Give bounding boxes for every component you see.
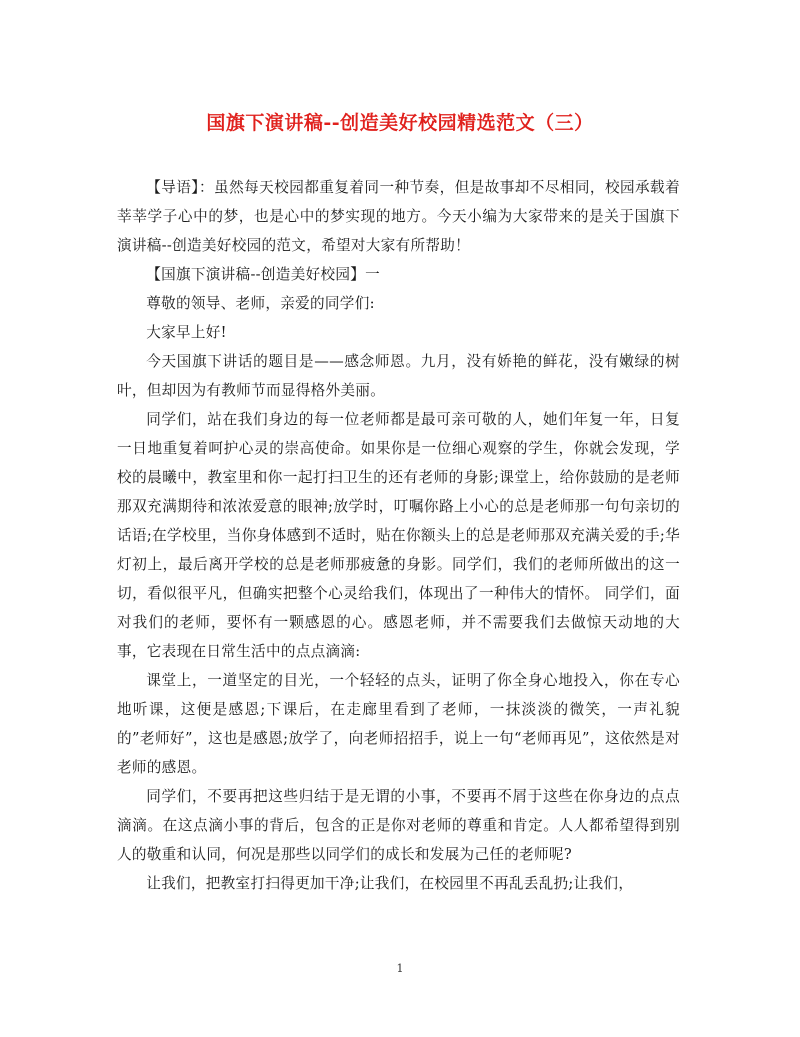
paragraph-section-heading: 【国旗下演讲稿--创造美好校园】一	[146, 266, 381, 283]
paragraph-topic: 今天国旗下讲话的题目是——感念师恩。九月，没有娇艳的鲜花，没有嫩绿的树叶，但却因为有教师节而显得格外美丽。	[117, 353, 680, 399]
paragraph-intro: 【导语】：虽然每天校园都重复着同一种节奏，但是故事却不尽相同，校园承载着莘莘学子心中的梦，也是心中的梦实现的地方。今天小编为大家带来的是关于国旗下演讲稿--创造美好校园的范文，希望对大家有所帮助！	[117, 179, 680, 254]
page-number: 1	[396, 962, 404, 975]
paragraph-small-things: 同学们，不要再把这些归结于是无谓的小事，不要再不屑于这些在你身边的点点滴滴。在这点滴小事的背后，包含的正是你对老师的尊重和肯定。人人都希望得到别人的敬重和认同，何况是那些以同学们的成长和发展为己任的老师呢?	[117, 788, 680, 863]
document-title: 国旗下演讲稿--创造美好校园精选范文（三）	[206, 112, 594, 134]
paragraph-let-us: 让我们，把教室打扫得更加干净;让我们，在校园里不再乱丢乱扔;让我们，	[146, 875, 634, 892]
paragraph-greeting: 大家早上好!	[146, 324, 227, 341]
document-body	[117, 173, 680, 898]
paragraph-classroom: 课堂上，一道坚定的目光，一个轻轻的点头，证明了你全身心地投入，你在专心地听课，这便是感恩;下课后，在走廊里看到了老师，一抹淡淡的微笑，一声礼貌的”老师好”，这也是感恩;放学了，向老师招招手，说上一句“老师再见”，这依然是对老师的感恩。	[117, 672, 680, 776]
paragraph-salutation: 尊敬的领导、老师，亲爱的同学们:	[146, 295, 375, 312]
paragraph-teachers: 同学们，站在我们身边的每一位老师都是最可亲可敬的人，她们年复一年，日复一日地重复着呵护心灵的崇高使命。如果你是一位细心观察的学生，你就会发现，学校的晨曦中，教室里和你一起打扫卫生的还有老师的身影;课堂上，给你鼓励的是老师那双充满期待和浓浓爱意的眼神;放学时，叮嘱你路上小心的总是老师那一句句亲切的话语;在学校里，当你身体感到不适时，贴在你额头上的总是老师那双充满关爱的手;华灯初上，最后离开学校的总是老师那疲惫的身影。同学们，我们的老师所做出的这一切，看似很平凡，但确实把整个心灵给我们，体现出了一种伟大的情怀。 同学们，面对我们的老师，要怀有一颗感恩的心。感恩老师，并不需要我们去做惊天动地的大事，它表现在日常生活中的点点滴滴:	[117, 411, 680, 660]
